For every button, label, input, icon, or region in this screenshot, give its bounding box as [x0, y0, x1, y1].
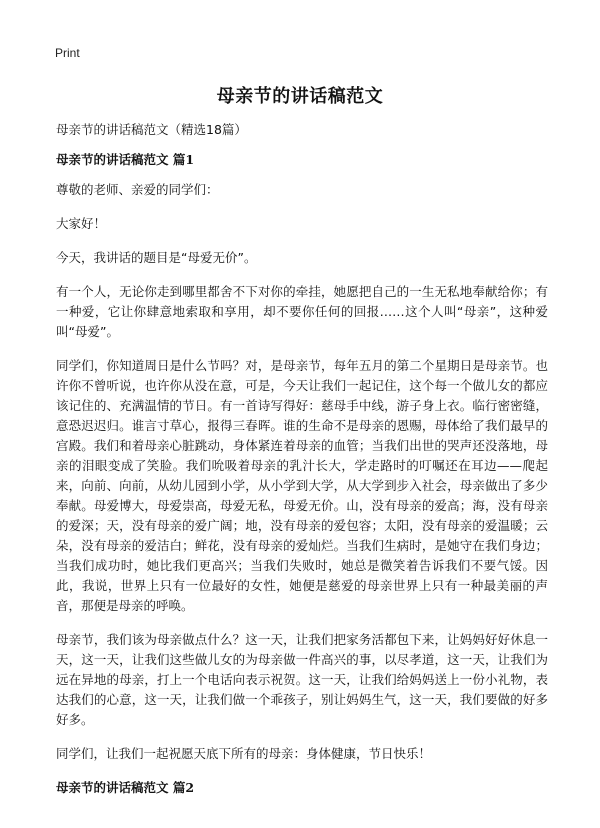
document-title: 母亲节的讲话稿范文 [216, 86, 384, 107]
paragraph: 母亲节，我们该为母亲做点什么？这一天，让我们把家务活都包下来，让妈妈好好休息一天，这一天，让我们这些做儿女的为母亲做一件高兴的事，以尽孝道，这一天，让我们为远在异地的母亲，打上一个电话向表示祝贺。这一天，让我们给妈妈送上一份小礼物，表达我们的心意，这一天，让我们做一个乖孩子，别让妈妈生气，这一天，我们要做的好多好多。 [56, 632, 548, 727]
paragraph: 大家好！ [56, 216, 107, 231]
section-heading-1: 母亲节的讲话稿范文 篇1 [56, 152, 195, 167]
paragraph: 今天，我讲话的题目是“母爱无价”。 [56, 250, 257, 265]
paragraph: 同学们，你知道周日是什么节吗？对，是母亲节，每年五月的第二个星期日是母亲节。也许你不曾听说，也许你从没在意，可是，今天让我们一起记住，这个每一个做儿女的都应该记住的、充满温情的节日。有一首诗写得好：慈母手中线，游子身上衣。临行密密缝，意恐迟迟归。谁言寸草心，报得三春晖。谁的生命不是母亲的恩赐，母体给了我们最早的宫殿。我们和着母亲心脏跳动，身体紧连着母亲的血管；当我们出世的哭声还没落地，母亲的泪眼变成了笑脸。我们吮吸着母亲的乳汁长大，学走路时的叮嘱还在耳边——爬起来，向前、向前，从幼儿园到小学，从小学到大学，从大学到步入社会，母亲做出了多少奉献。母爱博大，母爱崇高，母爱无私，母爱无价。山，没有母亲的爱高；海，没有母亲的爱深；天，没有母亲的爱广阔；地，没有母亲的爱包容；太阳，没有母亲的爱温暖；云朵，没有母亲的爱洁白；鲜花，没有母亲的爱灿烂。当我们生病时，是她守在我们身边；当我们成功时，她比我们更高兴；当我们失败时，她总是微笑着告诉我们不要气馁。因此，我说，世界上只有一位最好的女性，她便是慈爱的母亲世界上只有一种最美丽的声音，那便是母亲的呼唤。 [56, 358, 548, 613]
paragraph: 同学们，让我们一起祝愿天底下所有的母亲：身体健康，节日快乐！ [56, 746, 432, 761]
section-heading-2: 母亲节的讲话稿范文 篇2 [56, 780, 195, 795]
document-subtitle: 母亲节的讲话稿范文（精选18篇） [56, 122, 247, 137]
paragraph: 有一个人，无论你走到哪里都舍不下对你的牵挂，她愿把自己的一生无私地奉献给你；有一种爱，它让你肆意地索取和享用，却不要你任何的回报……这个人叫“母亲”，这种爱叫“母爱”。 [56, 284, 548, 339]
paragraph: 尊敬的老师、亲爱的同学们： [56, 182, 219, 197]
document-body [56, 120, 548, 808]
print-label: Print [55, 46, 80, 60]
